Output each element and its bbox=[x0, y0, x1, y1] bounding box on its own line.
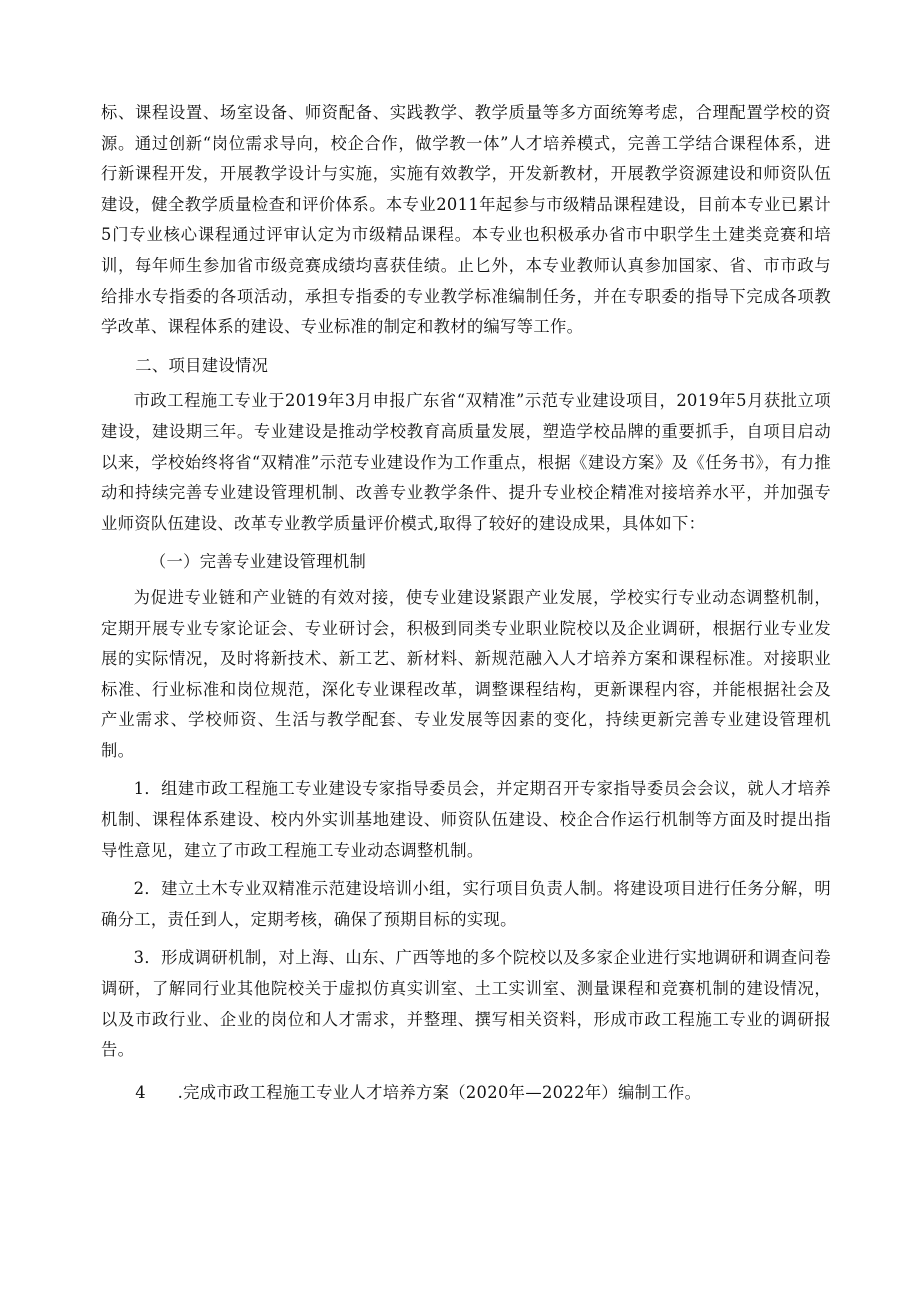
list-item-3: 3．形成调研机制，对上海、山东、广西等地的多个院校以及多家企业进行实地调研和调查问卷调研，了解同行业其他院校关于虚拟仿真实训室、土工实训室、测量课程和竞赛机制的建设情况，以及市政行业、企业的岗位和人才需求，并整理、撰写相关资料，形成市政工程施工专业的调研报告。 bbox=[101, 948, 831, 1060]
paragraph-project-overview: 市政工程施工专业于2019年3月申报广东省“双精准”示范专业建设项目，2019年5月获批立项建设，建设期三年。专业建设是推动学校教育高质量发展，塑造学校品牌的重要抓手，自项目启动以来，学校始终将省“双精准”示范专业建设作为工作重点，根据《建设方案》及《任务书》，有力推动和持续完善专业建设管理机制、改善专业教学条件、提升专业校企精准对接培养水平，并加强专业师资队伍建设、改革专业教学质量评价模式,取得了较好的建设成果，具体如下： bbox=[101, 391, 831, 533]
document-page bbox=[101, 98, 831, 1108]
section-heading-project-status: 二、项目建设情况 bbox=[135, 355, 269, 375]
list-item-4-number: 4 bbox=[135, 1082, 146, 1102]
list-item-1: 1．组建市政工程施工专业建设专家指导委员会，并定期召开专家指导委员会会议，就人才培养机制、课程体系建设、校内外实训基地建设、师资队伍建设、校企合作运行机制等方面及时提出指导性意见，建立了市政工程施工专业动态调整机制。 bbox=[101, 779, 831, 860]
subsection-heading-management: （一）完善专业建设管理机制 bbox=[149, 552, 367, 572]
list-item-4 bbox=[101, 1078, 831, 1109]
list-item-4-text: .完成市政工程施工专业人才培养方案（2020年—2022年）编制工作。 bbox=[177, 1082, 702, 1102]
paragraph-management-mechanism: 为促进专业链和产业链的有效对接，使专业建设紧跟产业发展，学校实行专业动态调整机制，定期开展专业专家论证会、专业研讨会，积极到同类专业职业院校以及企业调研，根据行业专业发展的实际情况，及时将新技术、新工艺、新材料、新规范融入人才培养方案和课程标准。对接职业标准、行业标准和岗位规范，深化专业课程改革，调整课程结构，更新课程内容，并能根据社会及产业需求、学校师资、生活与教学配套、专业发展等因素的变化，持续更新完善专业建设管理机制。 bbox=[101, 587, 831, 760]
list-item-2: 2．建立土木专业双精准示范建设培训小组，实行项目负责人制。将建设项目进行任务分解，明确分工，责任到人，定期考核，确保了预期目标的实现。 bbox=[101, 879, 831, 929]
paragraph-continued-intro: 标、课程设置、场室设备、师资配备、实践教学、教学质量等多方面统筹考虑，合理配置学校的资源。通过创新“岗位需求导向，校企合作，做学教一体”人才培养模式，完善工学结合课程体系，进行新课程开发，开展教学设计与实施，实施有效教学，开发新教材，开展教学资源建设和师资队伍建设，健全教学质量检查和评价体系。本专业2011年起参与市级精品课程建设，目前本专业已累计5门专业核心课程通过评审认定为市级精品课程。本专业也积极承办省市中职学生土建类竞赛和培训，每年师生参加省市级竞赛成绩均喜获佳绩。止匕外，本专业教师认真参加国家、省、市市政与给排水专指委的各项活动，承担专指委的专业教学标准编制任务，并在专职委的指导下完成各项教学改革、课程体系的建设、专业标准的制定和教材的编写等工作。 bbox=[101, 103, 831, 337]
